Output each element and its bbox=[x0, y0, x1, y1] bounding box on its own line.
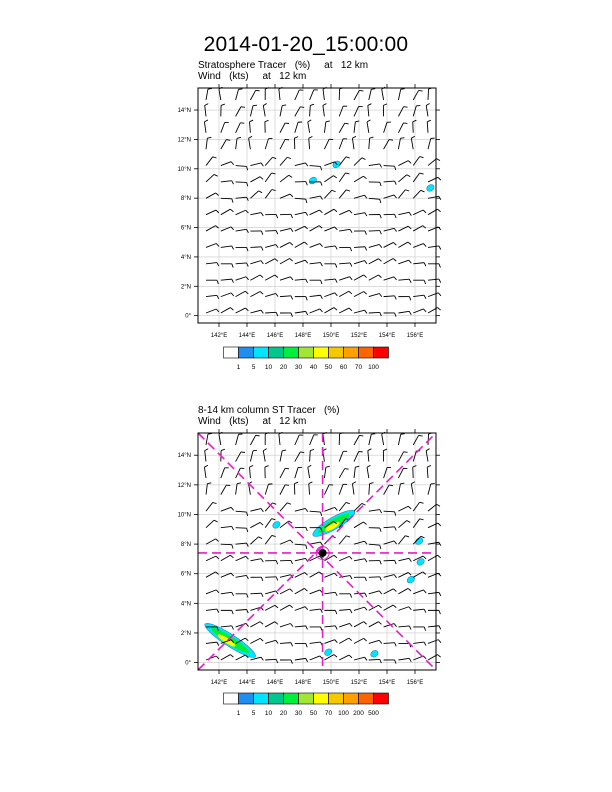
y-tick-label: 14°N bbox=[177, 108, 191, 115]
map-panel-2 bbox=[178, 429, 441, 686]
colorbar-swatch bbox=[359, 347, 374, 358]
x-tick-label: 146°E bbox=[266, 333, 284, 339]
panel2-subtitle-wind: Wind (kts) at 12 km bbox=[198, 416, 307, 427]
colorbar-swatch bbox=[239, 693, 254, 704]
wind-barb-flag bbox=[300, 452, 304, 453]
x-tick-label: 152°E bbox=[350, 333, 368, 339]
colorbar-label: 1 bbox=[236, 710, 241, 717]
map-panel-1 bbox=[178, 84, 441, 339]
wind-barb-flag bbox=[419, 435, 423, 436]
wind-barb bbox=[236, 182, 247, 183]
x-tick-label: 148°E bbox=[294, 333, 312, 339]
colorbar-swatch bbox=[254, 693, 269, 704]
wind-barb-flag bbox=[371, 434, 375, 435]
colorbar-swatch bbox=[269, 347, 284, 358]
wind-barb-flag bbox=[439, 610, 440, 614]
colorbar-label: 20 bbox=[279, 710, 288, 717]
wind-barb bbox=[369, 577, 380, 578]
wind-barb-flag bbox=[438, 293, 441, 296]
y-tick-label: 8°N bbox=[180, 196, 191, 203]
colorbar-swatch bbox=[344, 347, 359, 358]
colorbar-label: 10 bbox=[264, 710, 273, 717]
main-title: 2014-01-20_15:00:00 bbox=[203, 33, 409, 56]
wind-barb-flag bbox=[401, 89, 405, 90]
wind-barb bbox=[265, 577, 276, 578]
colorbar-label: 10 bbox=[264, 364, 273, 371]
colorbar-label: 30 bbox=[294, 710, 303, 717]
y-tick-label: 14°N bbox=[177, 453, 191, 460]
x-tick-label: 144°E bbox=[238, 680, 256, 686]
panel2-subtitle-variable: 8-14 km column ST Tracer (%) bbox=[198, 405, 340, 416]
x-tick-label: 142°E bbox=[210, 680, 228, 686]
colorbar-swatch bbox=[239, 347, 254, 358]
panel1-subtitle-wind: Wind (kts) at 12 km bbox=[198, 71, 307, 82]
wind-barb-flag bbox=[437, 159, 440, 161]
wind-barb-flag bbox=[359, 90, 363, 91]
y-tick-label: 2°N bbox=[180, 630, 191, 637]
y-tick-label: 8°N bbox=[180, 542, 191, 549]
colorbar-label: 40 bbox=[309, 364, 318, 371]
colorbar-label: 70 bbox=[324, 710, 333, 717]
colorbar-label: 200 bbox=[353, 710, 364, 717]
colorbar-label: 100 bbox=[368, 364, 379, 371]
colorbar-swatch bbox=[299, 347, 314, 358]
y-tick-label: 6°N bbox=[180, 225, 191, 232]
x-tick-label: 156°E bbox=[406, 333, 424, 339]
wind-barb-flag bbox=[345, 469, 349, 470]
y-tick-label: 0° bbox=[185, 313, 191, 320]
colorbar-label: 500 bbox=[368, 710, 379, 717]
x-tick-label: 154°E bbox=[378, 333, 396, 339]
colorbar-label: 50 bbox=[324, 364, 333, 371]
x-tick-label: 144°E bbox=[238, 333, 256, 339]
x-tick-label: 148°E bbox=[294, 680, 312, 686]
wind-barb-flag bbox=[438, 555, 441, 558]
y-tick-label: 6°N bbox=[180, 571, 191, 578]
wind-barb bbox=[236, 528, 247, 529]
wind-barb-flag bbox=[282, 450, 286, 451]
colorbar-swatch bbox=[314, 347, 329, 358]
colorbar-swatch bbox=[314, 693, 329, 704]
x-tick-label: 150°E bbox=[322, 680, 340, 686]
y-tick-label: 2°N bbox=[180, 284, 191, 291]
colorbar-swatch bbox=[299, 693, 314, 704]
colorbar-2 bbox=[224, 693, 389, 717]
wind-barb-flag bbox=[438, 209, 441, 212]
panel1-subtitle-variable: Stratosphere Tracer (%) at 12 km bbox=[198, 60, 369, 71]
y-tick-label: 4°N bbox=[180, 254, 191, 261]
colorbar-swatch bbox=[374, 347, 389, 358]
wind-barb-flag bbox=[439, 592, 441, 596]
colorbar-label: 60 bbox=[339, 364, 348, 371]
colorbar-swatch bbox=[329, 693, 344, 704]
wind-barb-flag bbox=[439, 246, 441, 250]
map-background bbox=[198, 88, 436, 323]
center-marker bbox=[319, 549, 327, 557]
wind-barb bbox=[265, 312, 276, 313]
wind-barb-flag bbox=[389, 485, 393, 486]
colorbar-swatch bbox=[224, 693, 239, 704]
colorbar-swatch bbox=[344, 693, 359, 704]
wind-barb-flag bbox=[371, 89, 375, 90]
colorbar-label: 5 bbox=[251, 710, 256, 717]
colorbar-label: 5 bbox=[251, 364, 256, 371]
y-tick-label: 12°N bbox=[177, 137, 191, 144]
wind-barb bbox=[265, 231, 276, 232]
y-tick-label: 10°N bbox=[177, 512, 191, 519]
x-tick-label: 152°E bbox=[350, 680, 368, 686]
wind-barb-flag bbox=[282, 105, 286, 106]
wind-barb-flag bbox=[438, 308, 441, 311]
colorbar-1 bbox=[224, 347, 389, 371]
wind-barb-flag bbox=[438, 640, 441, 643]
x-tick-label: 150°E bbox=[322, 333, 340, 339]
wind-barb-flag bbox=[438, 177, 441, 180]
wind-barb-flag bbox=[438, 655, 441, 658]
wind-barb bbox=[369, 231, 380, 232]
y-tick-label: 10°N bbox=[177, 166, 191, 173]
colorbar-swatch bbox=[269, 693, 284, 704]
wind-barb-flag bbox=[359, 435, 363, 436]
wind-barb-flag bbox=[226, 485, 230, 486]
wind-barb-flag bbox=[256, 90, 260, 91]
y-tick-label: 4°N bbox=[180, 601, 191, 608]
wind-barb bbox=[369, 312, 380, 313]
colorbar-label: 20 bbox=[279, 364, 288, 371]
y-tick-label: 0° bbox=[185, 660, 191, 667]
wind-barb-flag bbox=[389, 140, 393, 141]
wind-barb-flag bbox=[226, 140, 230, 141]
wind-barb bbox=[428, 89, 429, 100]
colorbar-label: 50 bbox=[309, 710, 318, 717]
wind-barb-flag bbox=[438, 523, 441, 526]
wind-barb-flag bbox=[439, 264, 440, 268]
wind-barb-flag bbox=[437, 504, 440, 506]
colorbar-swatch bbox=[359, 693, 374, 704]
wind-barb-flag bbox=[256, 435, 260, 436]
wind-barb-flag bbox=[439, 626, 441, 630]
colorbar-label: 1 bbox=[236, 364, 241, 371]
y-tick-label: 12°N bbox=[177, 482, 191, 489]
wind-barb-flag bbox=[419, 90, 423, 91]
wind-barb-flag bbox=[401, 434, 405, 435]
colorbar-swatch bbox=[374, 693, 389, 704]
x-tick-label: 154°E bbox=[378, 680, 396, 686]
wind-barb-flag bbox=[241, 452, 245, 453]
wind-barb-flag bbox=[439, 279, 441, 283]
x-tick-label: 146°E bbox=[266, 680, 284, 686]
wind-barb bbox=[265, 659, 276, 660]
colorbar-swatch bbox=[224, 347, 239, 358]
colorbar-swatch bbox=[254, 347, 269, 358]
colorbar-swatch bbox=[284, 347, 299, 358]
colorbar-label: 70 bbox=[354, 364, 363, 371]
colorbar-label: 100 bbox=[338, 710, 349, 717]
x-tick-label: 156°E bbox=[406, 680, 424, 686]
colorbar-swatch bbox=[284, 693, 299, 704]
wind-barb-flag bbox=[300, 107, 304, 108]
wind-barb bbox=[369, 659, 380, 660]
colorbar-swatch bbox=[329, 347, 344, 358]
wind-barb-flag bbox=[345, 123, 349, 124]
wind-barb-flag bbox=[241, 107, 245, 108]
x-tick-label: 142°E bbox=[210, 333, 228, 339]
colorbar-label: 30 bbox=[294, 364, 303, 371]
